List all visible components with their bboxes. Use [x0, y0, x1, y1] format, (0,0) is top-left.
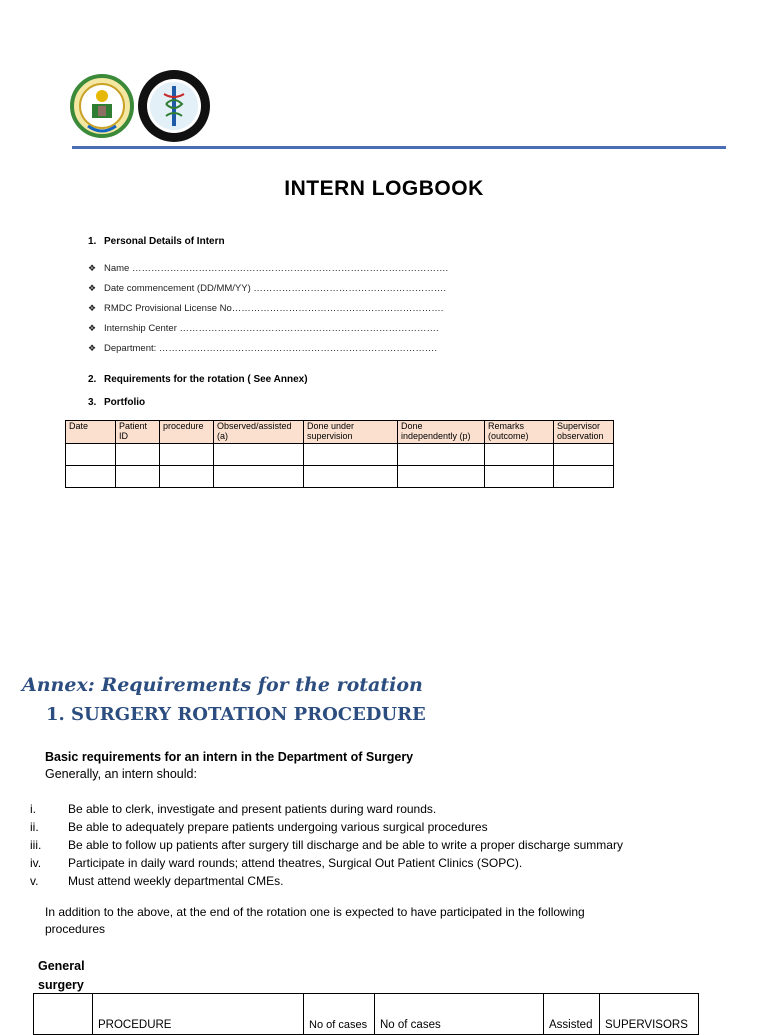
table-cell[interactable]: [214, 466, 304, 488]
requirement-item: [30, 856, 522, 870]
table-cell[interactable]: [116, 444, 160, 466]
bullet-icon: ❖: [88, 283, 97, 293]
section-label: Portfolio: [104, 397, 146, 408]
procedure-table: [33, 993, 699, 1035]
column-header: [34, 994, 93, 1035]
field-date-commencement: [88, 283, 446, 294]
field-department: [88, 343, 437, 354]
requirement-number: iii.: [30, 838, 42, 852]
table-cell[interactable]: [398, 444, 485, 466]
field-label: Internship Center ……………………………………………………………………….: [104, 323, 439, 334]
column-header: procedure: [160, 421, 214, 444]
section-requirements: [88, 374, 308, 385]
table-cell[interactable]: [554, 444, 614, 466]
bullet-icon: ❖: [88, 263, 97, 273]
bullet-icon: ❖: [88, 343, 97, 353]
addition-paragraph: In addition to the above, at the end of the rotation one is expected to have participated in the following procedures: [45, 905, 585, 936]
section-label: Requirements for the rotation ( See Annex): [104, 374, 308, 385]
column-header: Date: [66, 421, 116, 444]
field-label: Department: …………………………………………………………………………….: [104, 343, 438, 354]
column-header: SUPERVISORS: [600, 994, 699, 1035]
requirement-text: Be able to adequately prepare patients undergoing various surgical procedures: [68, 820, 488, 834]
table-cell[interactable]: [214, 444, 304, 466]
table-cell[interactable]: [485, 466, 554, 488]
table-cell[interactable]: [66, 466, 116, 488]
basic-requirements-heading: Basic requirements for an intern in the Department of Surgery: [45, 750, 414, 764]
column-header: Assisted: [544, 994, 600, 1035]
table-cell[interactable]: [304, 444, 398, 466]
table-row: [66, 444, 614, 466]
requirement-text: Must attend weekly departmental CMEs.: [68, 874, 284, 888]
table-header-row: [66, 421, 614, 444]
annex-subheading: 1. SURGERY ROTATION PROCEDURE: [46, 704, 426, 725]
column-header: Done under supervision: [304, 421, 398, 444]
table-cell[interactable]: [485, 444, 554, 466]
column-header: Supervisor observation: [554, 421, 614, 444]
table-cell[interactable]: [398, 466, 485, 488]
table-cell[interactable]: [554, 466, 614, 488]
table-cell[interactable]: [160, 444, 214, 466]
section-number: 3.: [88, 397, 97, 408]
section-portfolio: [88, 397, 145, 408]
requirement-number: iv.: [30, 856, 42, 870]
requirement-item: [30, 874, 283, 888]
requirement-item: [30, 838, 623, 852]
header-divider: [72, 146, 726, 149]
medical-council-seal-logo: [136, 68, 212, 144]
section-label: Personal Details of Intern: [104, 236, 225, 247]
table-cell[interactable]: [116, 466, 160, 488]
page-title: INTERN LOGBOOK: [284, 177, 484, 200]
column-header: No of cases: [304, 994, 375, 1035]
column-header: Done independently (p): [398, 421, 485, 444]
requirement-item: [30, 820, 488, 834]
column-header: Observed/assisted (a): [214, 421, 304, 444]
requirement-text: Participate in daily ward rounds; attend theatres, Surgical Out Patient Clinics (SOPC).: [68, 856, 523, 870]
table-cell[interactable]: [160, 466, 214, 488]
requirement-number: i.: [30, 802, 36, 816]
table-cell[interactable]: [66, 444, 116, 466]
field-name: [88, 263, 448, 274]
portfolio-table: [65, 420, 614, 488]
requirement-text: Be able to clerk, investigate and present patients during ward rounds.: [68, 802, 437, 816]
annex-heading: Annex: Requirements for the rotation: [22, 674, 423, 696]
requirement-number: ii.: [30, 820, 39, 834]
column-header: Remarks (outcome): [485, 421, 554, 444]
requirement-number: v.: [30, 874, 39, 888]
table-header-row: [34, 994, 699, 1035]
section-number: 1.: [88, 236, 97, 247]
table-cell[interactable]: [304, 466, 398, 488]
field-label: Date commencement (DD/MM/YY) …………………………………………………….: [104, 283, 447, 294]
bullet-icon: ❖: [88, 323, 97, 333]
table-row: [66, 466, 614, 488]
column-header: PROCEDURE: [93, 994, 304, 1035]
general-surgery-label: General surgery: [38, 959, 85, 992]
column-header: Patient ID: [116, 421, 160, 444]
requirement-text: Be able to follow up patients after surgery till discharge and be able to write a proper discharge summary: [68, 838, 623, 852]
basic-requirements-intro: Generally, an intern should:: [45, 767, 197, 781]
bullet-icon: ❖: [88, 303, 97, 313]
rwanda-coat-of-arms-logo: [70, 72, 134, 142]
field-internship-center: [88, 323, 439, 334]
field-label: Name ……………………………………………………………………………………….: [104, 263, 449, 274]
section-personal-details: [88, 236, 225, 247]
section-number: 2.: [88, 374, 97, 385]
field-label: RMDC Provisional License No………………………………………………………….: [104, 303, 444, 314]
requirement-item: [30, 802, 436, 816]
field-license: [88, 303, 443, 314]
column-header: No of cases: [375, 994, 544, 1035]
